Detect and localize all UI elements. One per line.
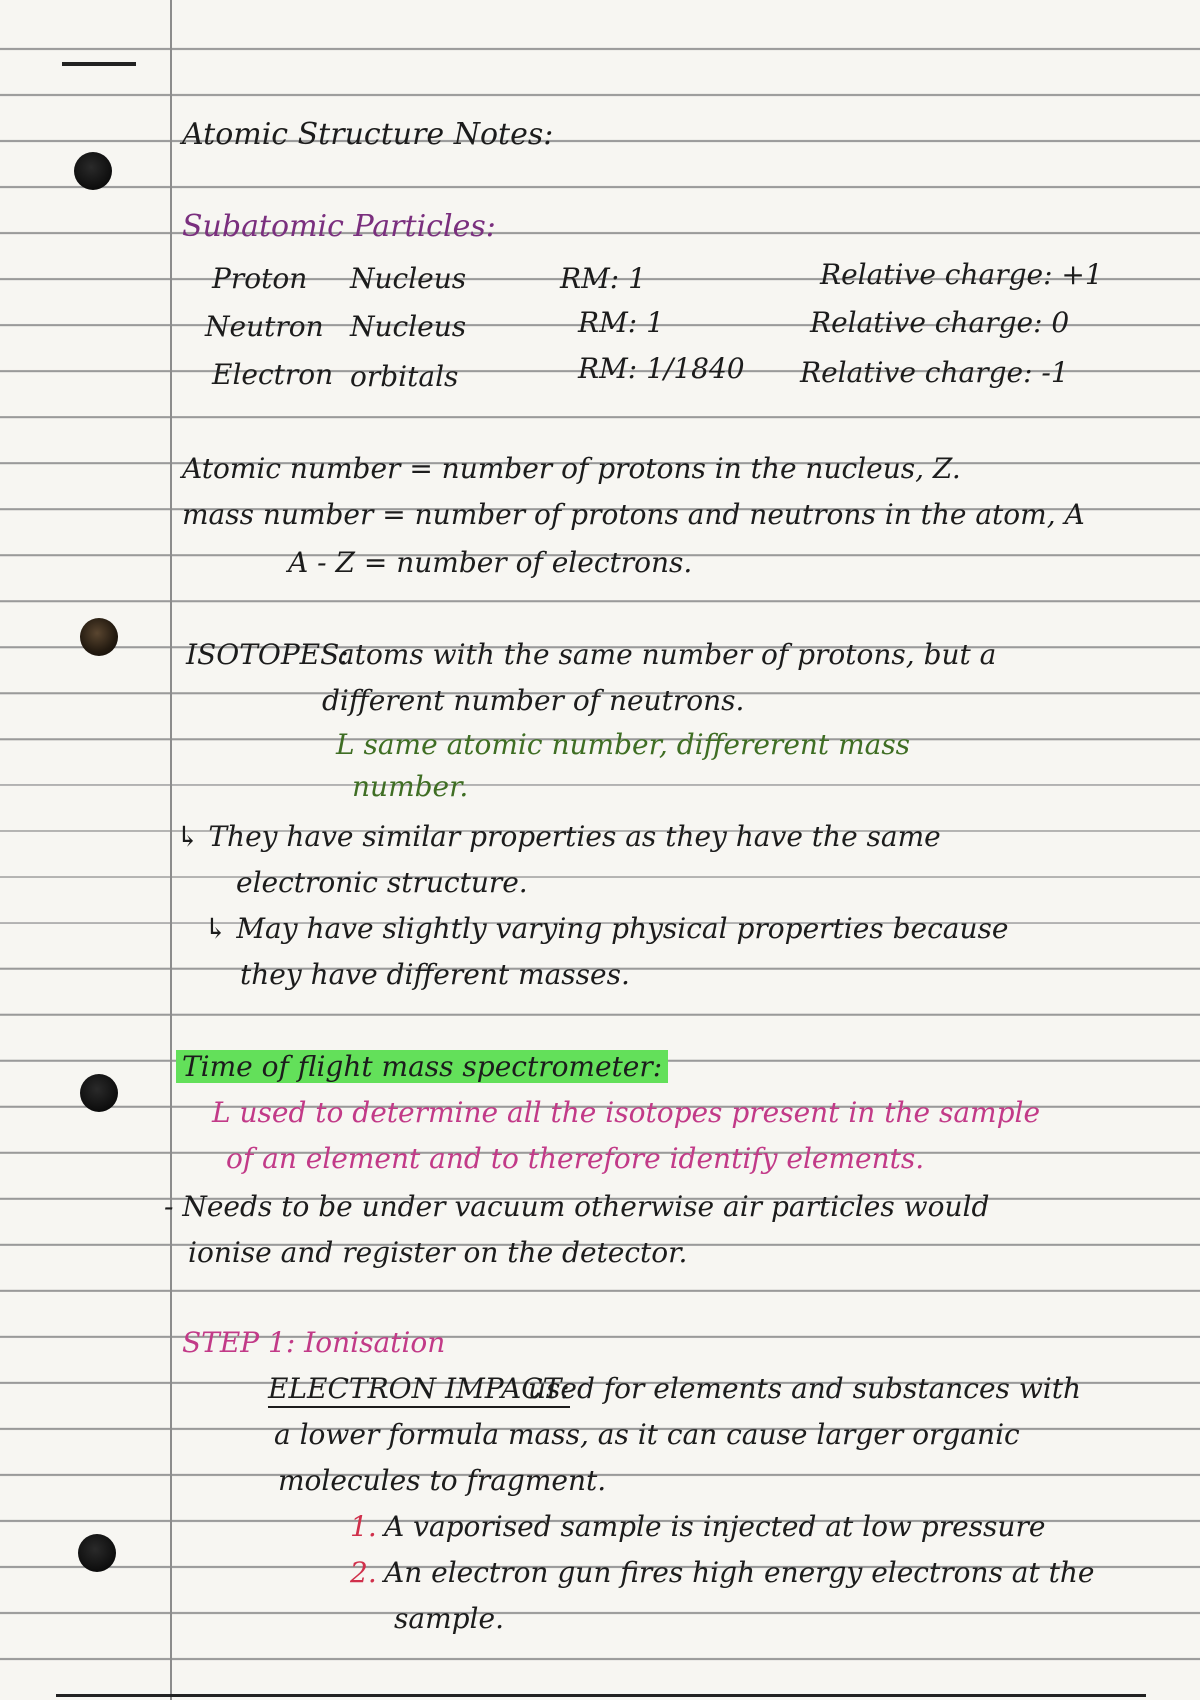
- atomic-number-definition: Atomic number = number of protons in the nucleus, Z.: [182, 452, 961, 485]
- isotopes-label: ISOTOPES:: [186, 638, 349, 671]
- step-number: 2.: [350, 1556, 377, 1589]
- step-text-continued: sample.: [394, 1602, 504, 1635]
- electron-impact-text: a lower formula mass, as it can cause larger organic: [274, 1418, 1020, 1451]
- vacuum-note-line: ionise and register on the detector.: [188, 1236, 688, 1269]
- subatomic-heading: Subatomic Particles:: [182, 209, 496, 244]
- isotopes-note-line: number.: [352, 770, 469, 803]
- particle-name: Proton: [212, 262, 308, 295]
- electron-impact-text: used for elements and substances with: [528, 1372, 1082, 1405]
- page-title: Atomic Structure Notes:: [182, 117, 554, 152]
- step-number: 1.: [350, 1510, 377, 1543]
- margin-line: [170, 0, 172, 1700]
- particle-charge: Relative charge: -1: [800, 356, 1069, 389]
- particle-location: Nucleus: [350, 310, 467, 343]
- isotopes-definition-line: different number of neutrons.: [322, 684, 745, 717]
- bottom-rule: [56, 1694, 1146, 1697]
- punch-hole: [80, 618, 118, 656]
- electron-impact-label-text: ELECTRON IMPACT:: [268, 1372, 570, 1408]
- mass-number-definition: mass number = number of protons and neutrons in the atom, A: [182, 498, 1085, 531]
- isotopes-note-line: L same atomic number, differerent mass: [336, 728, 911, 761]
- punch-hole: [78, 1534, 116, 1572]
- isotopes-point: ↳ They have similar properties as they have the same: [176, 820, 941, 853]
- tof-heading-highlight: Time of flight mass spectrometer:: [176, 1050, 668, 1083]
- tof-purpose-line: of an element and to therefore identify elements.: [226, 1142, 925, 1175]
- tof-purpose-line: L used to determine all the isotopes present in the sample: [212, 1096, 1041, 1129]
- particle-name: Electron: [212, 358, 334, 391]
- isotopes-point: ↳ May have slightly varying physical properties because: [204, 912, 1009, 945]
- particle-location: Nucleus: [350, 262, 467, 295]
- particle-mass: RM: 1: [578, 306, 664, 339]
- tof-heading: [176, 1050, 668, 1084]
- isotopes-definition-line: atoms with the same number of protons, but a: [338, 638, 997, 671]
- step-text: A vaporised sample is injected at low pressure: [384, 1510, 1046, 1543]
- particle-charge: Relative charge: +1: [820, 258, 1103, 291]
- particle-charge: Relative charge: 0: [810, 306, 1070, 339]
- punch-hole: [80, 1074, 118, 1112]
- electron-formula: A - Z = number of electrons.: [288, 546, 693, 579]
- particle-mass: RM: 1/1840: [578, 352, 745, 385]
- punch-hole: [74, 152, 112, 190]
- electron-impact-text: molecules to fragment.: [278, 1464, 607, 1497]
- vacuum-note-line: - Needs to be under vacuum otherwise air particles would: [164, 1190, 990, 1223]
- particle-mass: RM: 1: [560, 262, 646, 295]
- top-dash: [62, 62, 136, 66]
- step1-heading: STEP 1: Ionisation: [182, 1326, 446, 1359]
- particle-name: Neutron: [205, 310, 324, 343]
- step-text: An electron gun fires high energy electrons at the: [384, 1556, 1095, 1589]
- particle-location: orbitals: [350, 360, 459, 393]
- isotopes-point: electronic structure.: [236, 866, 528, 899]
- isotopes-point: they have different masses.: [240, 958, 630, 991]
- electron-impact-label: [268, 1372, 570, 1406]
